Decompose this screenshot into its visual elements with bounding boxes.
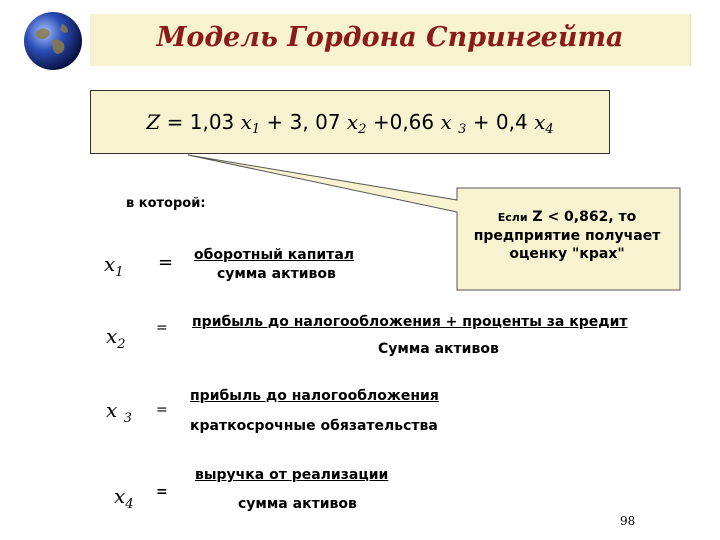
- var-x4-numerator: выручка от реализации: [195, 467, 389, 483]
- var-x4-denominator: сумма активов: [238, 496, 357, 512]
- var-x1-numerator: оборотный капитал: [194, 247, 355, 263]
- var-x2-denominator: Сумма активов: [378, 341, 499, 357]
- var-x3-symbol: x $_3$: [106, 398, 132, 426]
- var-x3-eq: =: [156, 402, 168, 418]
- var-x4-symbol: $x_4$: [114, 484, 134, 512]
- page-title: Модель Гордона Спрингейта: [156, 22, 624, 53]
- intro-label: в которой:: [126, 196, 206, 211]
- var-x2-symbol: $x_2$: [106, 324, 126, 352]
- var-x1-denominator: сумма активов: [217, 266, 336, 282]
- var-x1-symbol: $x_1$: [104, 252, 124, 280]
- var-x3-numerator: прибыль до налогообложения: [190, 388, 439, 404]
- var-x4-eq: =: [156, 484, 168, 500]
- page-number: 98: [620, 514, 636, 528]
- z-formula: Z = 1,03 $x_1 + 3$, 07 $x_2 +0,66$ x $_3$ + 0,4 $x_4$: [146, 110, 554, 137]
- callout-text: Если Z < 0,862, то предприятие получает оценку "крах": [473, 209, 661, 262]
- z-symbol: Z: [146, 110, 161, 134]
- var-x2-eq: =: [156, 320, 168, 336]
- var-x1-eq: =: [158, 252, 174, 273]
- var-x2-numerator: прибыль до налогообложения + проценты за кредит: [192, 314, 628, 330]
- var-x3-denominator: краткосрочные обязательства: [190, 418, 438, 434]
